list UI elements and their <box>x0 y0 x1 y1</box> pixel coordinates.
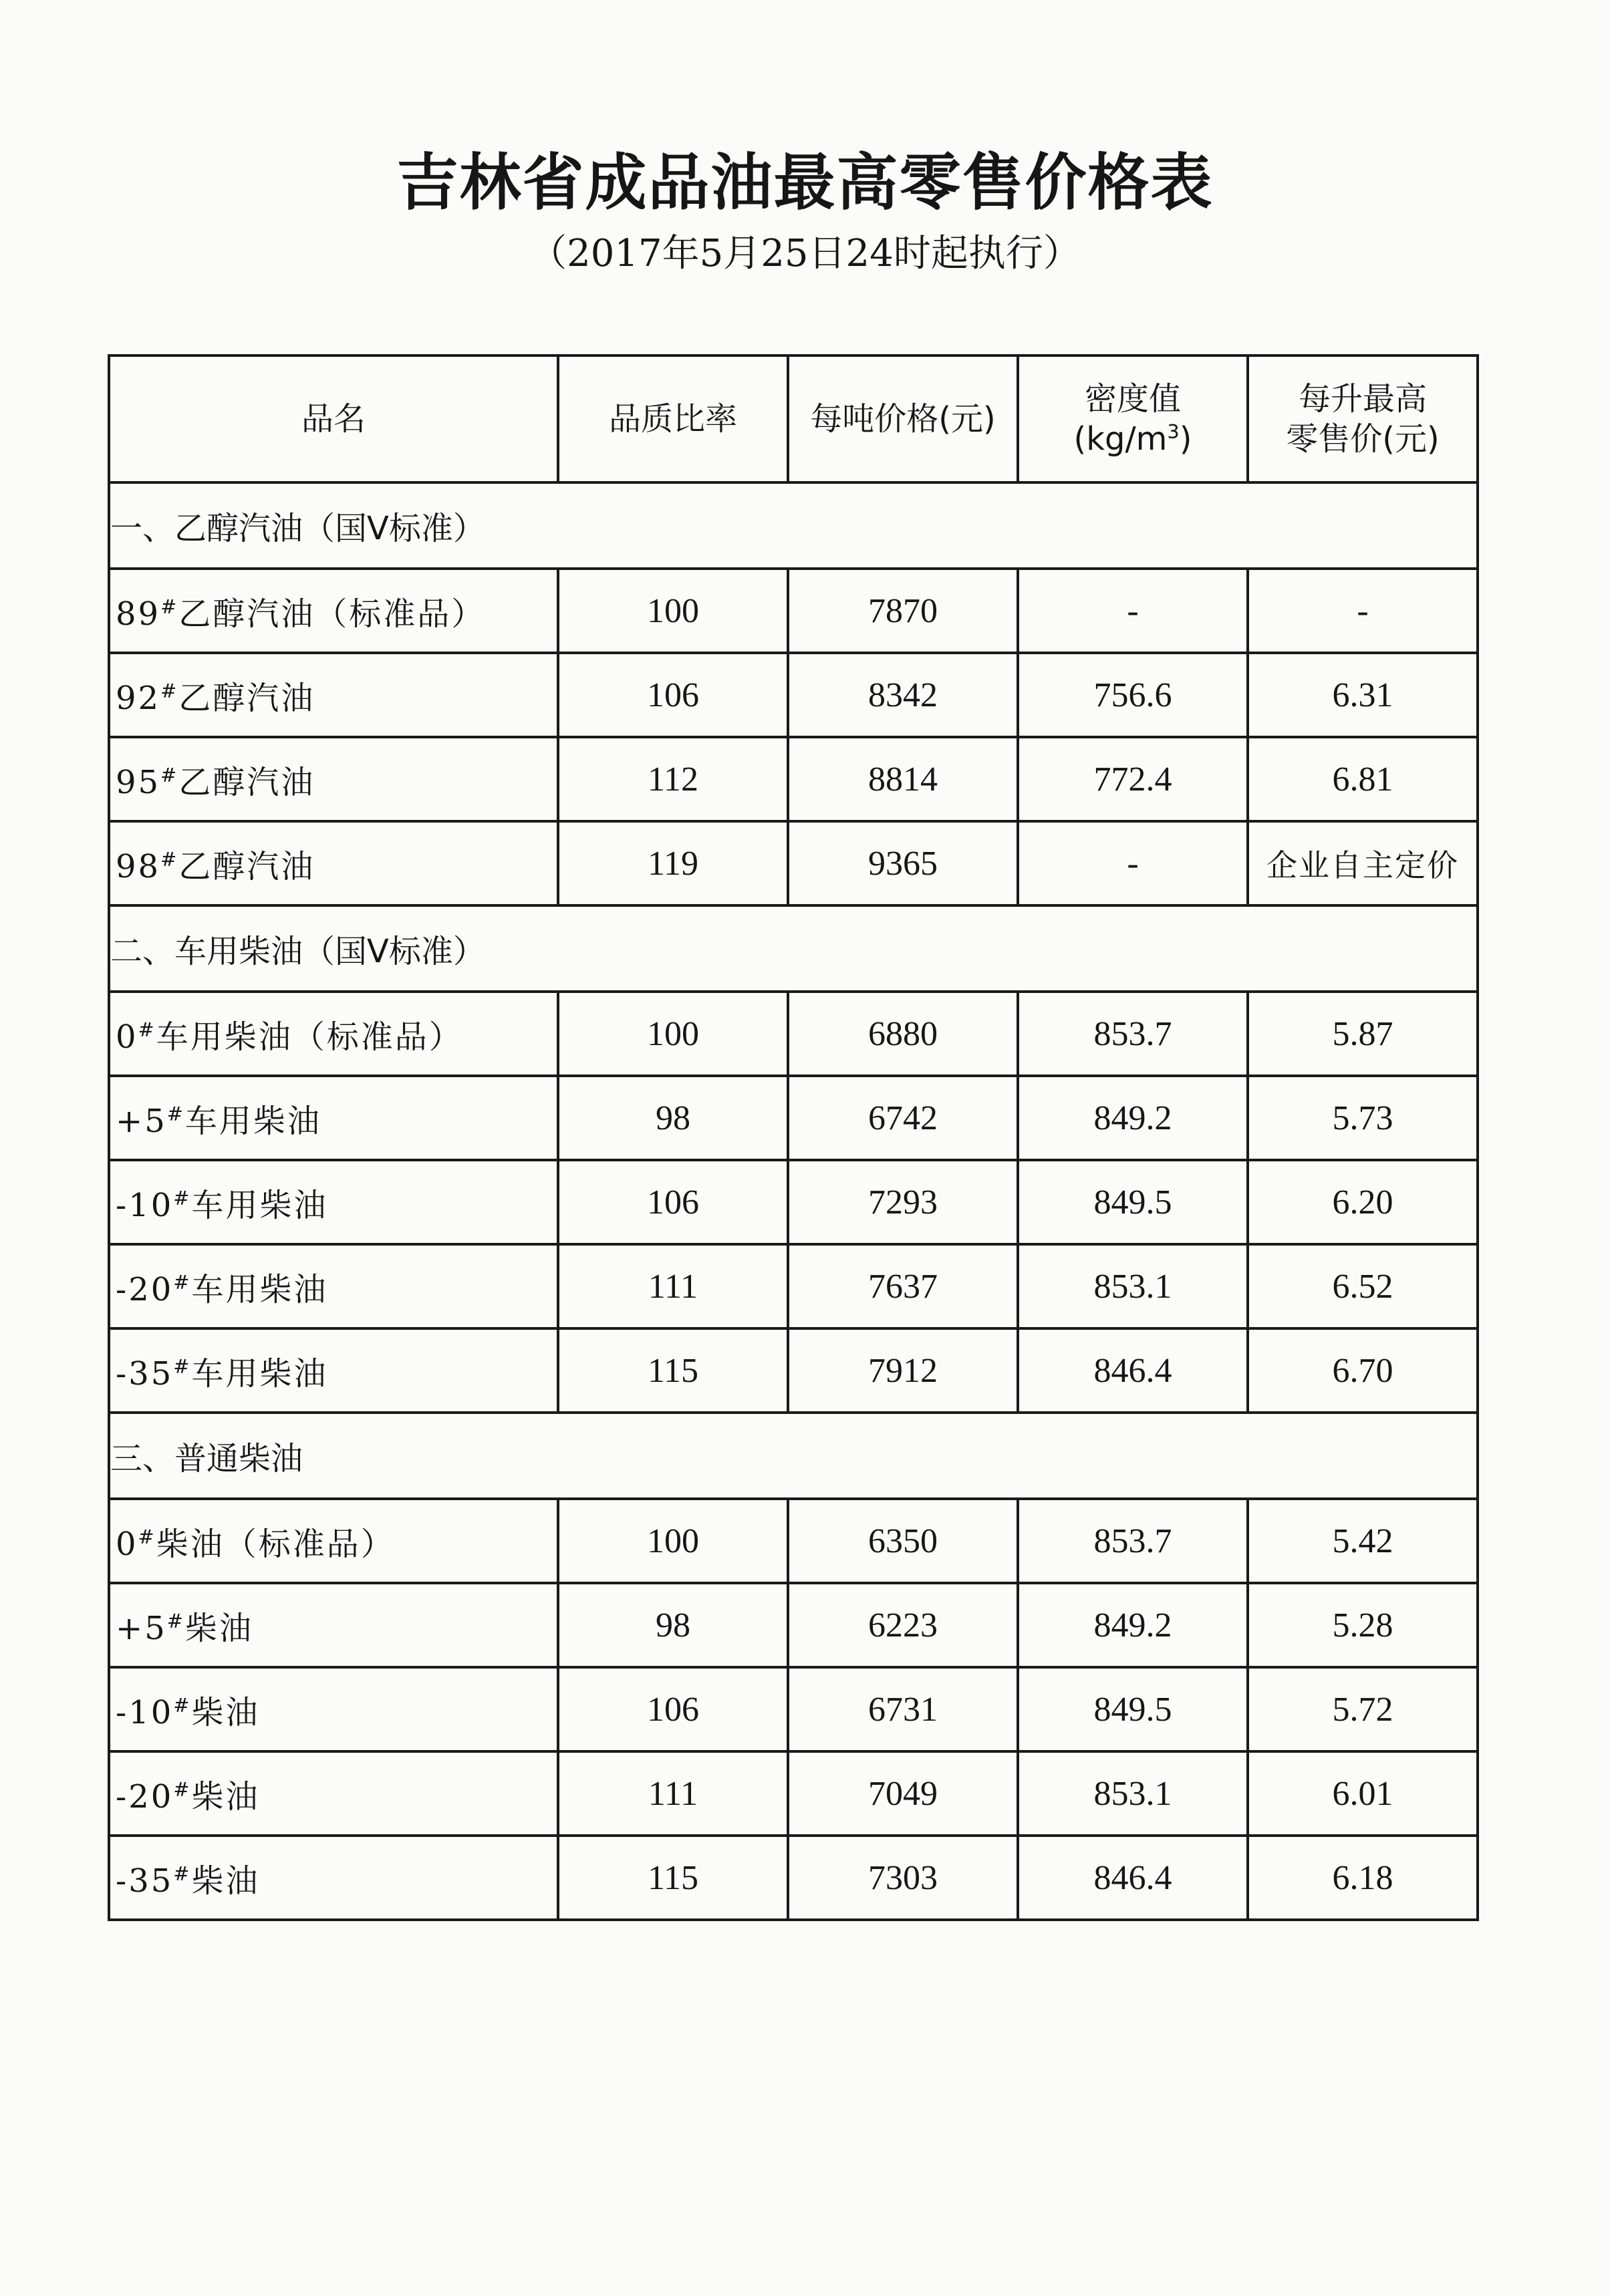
density-cell: 772.4 <box>1018 737 1248 821</box>
grade-mark: # <box>138 1525 156 1548</box>
grade-mark: # <box>173 1270 192 1294</box>
grade-mark: # <box>173 1777 192 1801</box>
ton-price-cell: 7912 <box>788 1328 1018 1413</box>
table-row <box>109 1244 1478 1328</box>
table-row <box>109 737 1478 821</box>
product-type: 车用柴油 <box>191 1354 328 1393</box>
retail-price-cell: 5.73 <box>1248 1076 1478 1160</box>
density-cell: 853.1 <box>1018 1751 1248 1836</box>
grade-mark: # <box>160 763 179 786</box>
product-grade: -10 <box>116 1186 174 1224</box>
product-grade: 0 <box>116 1525 138 1563</box>
product-name-cell <box>109 1076 558 1160</box>
section-title: 三、普通柴油 <box>109 1413 1478 1499</box>
product-grade: 92 <box>116 679 161 717</box>
product-type: 柴油（标准品） <box>156 1525 395 1563</box>
product-grade: +5 <box>116 1609 167 1647</box>
table-header-row <box>109 355 1478 482</box>
ton-price-cell: 6223 <box>788 1583 1018 1667</box>
retail-price-cell: 6.81 <box>1248 737 1478 821</box>
table-row <box>109 1836 1478 1920</box>
quality-ratio-cell: 119 <box>558 821 788 905</box>
grade-mark: # <box>160 847 179 871</box>
header-retail-price <box>1248 355 1478 482</box>
quality-ratio-cell: 106 <box>558 653 788 737</box>
header-density <box>1018 355 1248 482</box>
grade-mark: # <box>173 1186 192 1209</box>
retail-price-cell: 6.52 <box>1248 1244 1478 1328</box>
table-row <box>109 1328 1478 1413</box>
section-header-row <box>109 1413 1478 1499</box>
density-cell: 846.4 <box>1018 1328 1248 1413</box>
ton-price-cell: 8342 <box>788 653 1018 737</box>
grade-mark: # <box>173 1354 192 1378</box>
product-name-cell <box>109 1667 558 1751</box>
density-cell: 846.4 <box>1018 1836 1248 1920</box>
product-type: 柴油 <box>191 1862 260 1900</box>
product-grade: 0 <box>116 1018 138 1056</box>
grade-mark: # <box>138 1018 156 1041</box>
product-name-cell <box>109 1499 558 1583</box>
quality-ratio-cell: 106 <box>558 1160 788 1244</box>
grade-mark: # <box>173 1862 192 1885</box>
table-row <box>109 1160 1478 1244</box>
density-cell: 853.7 <box>1018 1499 1248 1583</box>
table-row <box>109 569 1478 653</box>
product-name-cell <box>109 992 558 1076</box>
density-cell: 849.5 <box>1018 1160 1248 1244</box>
product-grade: -20 <box>116 1270 174 1308</box>
density-cell: 853.7 <box>1018 992 1248 1076</box>
product-grade: -20 <box>116 1777 174 1816</box>
product-grade: -10 <box>116 1693 174 1731</box>
table-body <box>109 482 1478 1920</box>
grade-mark: # <box>160 679 179 702</box>
table-row <box>109 821 1478 905</box>
header-quality-label: 品质比率 <box>608 400 737 438</box>
quality-ratio-cell: 100 <box>558 1499 788 1583</box>
ton-price-cell: 7049 <box>788 1751 1018 1836</box>
product-type: 乙醇汽油 <box>178 847 315 885</box>
product-grade: +5 <box>116 1102 167 1140</box>
ton-price-cell: 7870 <box>788 569 1018 653</box>
table-row <box>109 1076 1478 1160</box>
density-cell: - <box>1018 569 1248 653</box>
header-retail-line2: 零售价(元) <box>1286 420 1440 458</box>
product-type: 车用柴油（标准品） <box>156 1018 463 1056</box>
quality-ratio-cell: 115 <box>558 1836 788 1920</box>
product-type: 乙醇汽油（标准品） <box>178 595 486 633</box>
section-title: 二、车用柴油（国Ⅴ标准） <box>109 905 1478 992</box>
price-table <box>108 354 1479 1921</box>
product-name-cell <box>109 1583 558 1667</box>
density-cell: 849.2 <box>1018 1583 1248 1667</box>
section-title: 一、乙醇汽油（国Ⅴ标准） <box>109 482 1478 569</box>
density-cell: - <box>1018 821 1248 905</box>
product-name-cell <box>109 1836 558 1920</box>
header-density-close: ) <box>1179 420 1192 458</box>
product-name-cell <box>109 1244 558 1328</box>
quality-ratio-cell: 98 <box>558 1076 788 1160</box>
retail-price-cell: 5.72 <box>1248 1667 1478 1751</box>
product-name-cell <box>109 821 558 905</box>
header-quality <box>558 355 788 482</box>
ton-price-cell: 7637 <box>788 1244 1018 1328</box>
density-cell: 853.1 <box>1018 1244 1248 1328</box>
ton-price-cell: 9365 <box>788 821 1018 905</box>
table-row <box>109 1583 1478 1667</box>
quality-ratio-cell: 111 <box>558 1244 788 1328</box>
quality-ratio-cell: 100 <box>558 569 788 653</box>
product-name-cell <box>109 1751 558 1836</box>
retail-price-cell: 5.28 <box>1248 1583 1478 1667</box>
section-header-row <box>109 905 1478 992</box>
ton-price-cell: 6350 <box>788 1499 1018 1583</box>
header-density-line2 <box>1019 419 1246 459</box>
grade-mark: # <box>166 1102 185 1125</box>
quality-ratio-cell: 98 <box>558 1583 788 1667</box>
header-ton-price <box>788 355 1018 482</box>
product-type: 车用柴油 <box>191 1270 328 1308</box>
header-density-sup: 3 <box>1167 420 1180 443</box>
product-type: 乙醇汽油 <box>178 763 315 801</box>
ton-price-cell: 7293 <box>788 1160 1018 1244</box>
table-row <box>109 1667 1478 1751</box>
section-header-row <box>109 482 1478 569</box>
ton-price-cell: 7303 <box>788 1836 1018 1920</box>
product-grade: -35 <box>116 1354 174 1393</box>
product-name-cell <box>109 653 558 737</box>
product-grade: 95 <box>116 763 161 801</box>
product-type: 柴油 <box>184 1609 253 1647</box>
product-type: 柴油 <box>191 1693 260 1731</box>
ton-price-cell: 6880 <box>788 992 1018 1076</box>
retail-price-cell: 6.01 <box>1248 1751 1478 1836</box>
quality-ratio-cell: 115 <box>558 1328 788 1413</box>
retail-price-cell: 5.42 <box>1248 1499 1478 1583</box>
header-name-label: 品名 <box>301 400 366 438</box>
product-name-cell <box>109 569 558 653</box>
product-grade: 89 <box>116 595 161 633</box>
product-name-cell <box>109 737 558 821</box>
header-density-line1: 密度值 <box>1084 380 1181 418</box>
table-row <box>109 992 1478 1076</box>
header-density-unit: (kg/m <box>1073 420 1168 458</box>
grade-mark: # <box>166 1609 185 1632</box>
ton-price-cell: 8814 <box>788 737 1018 821</box>
product-grade: -35 <box>116 1862 174 1900</box>
retail-price-cell: 6.18 <box>1248 1836 1478 1920</box>
table-row <box>109 653 1478 737</box>
effective-date-subtitle: （2017年5月25日24时起执行） <box>529 232 1081 275</box>
grade-mark: # <box>160 595 179 618</box>
table-row <box>109 1751 1478 1836</box>
product-grade: 98 <box>116 847 161 885</box>
retail-price-cell: - <box>1248 569 1478 653</box>
product-name-cell <box>109 1160 558 1244</box>
product-type: 柴油 <box>191 1777 260 1816</box>
table-row <box>109 1499 1478 1583</box>
density-cell: 849.5 <box>1018 1667 1248 1751</box>
grade-mark: # <box>173 1693 192 1717</box>
header-ton-price-label: 每吨价格(元) <box>810 400 996 438</box>
retail-price-cell: 企业自主定价 <box>1248 821 1478 905</box>
retail-price-cell: 6.31 <box>1248 653 1478 737</box>
document-title: 吉林省成品油最高零售价格表 <box>396 146 1214 219</box>
product-type: 车用柴油 <box>184 1102 321 1140</box>
product-type: 乙醇汽油 <box>178 679 315 717</box>
product-type: 车用柴油 <box>191 1186 328 1224</box>
density-cell: 849.2 <box>1018 1076 1248 1160</box>
quality-ratio-cell: 111 <box>558 1751 788 1836</box>
retail-price-cell: 6.70 <box>1248 1328 1478 1413</box>
ton-price-cell: 6731 <box>788 1667 1018 1751</box>
density-cell: 756.6 <box>1018 653 1248 737</box>
retail-price-cell: 6.20 <box>1248 1160 1478 1244</box>
header-name <box>109 355 558 482</box>
header-retail-line1: 每升最高 <box>1298 380 1427 418</box>
quality-ratio-cell: 112 <box>558 737 788 821</box>
quality-ratio-cell: 106 <box>558 1667 788 1751</box>
ton-price-cell: 6742 <box>788 1076 1018 1160</box>
retail-price-cell: 5.87 <box>1248 992 1478 1076</box>
product-name-cell <box>109 1328 558 1413</box>
quality-ratio-cell: 100 <box>558 992 788 1076</box>
